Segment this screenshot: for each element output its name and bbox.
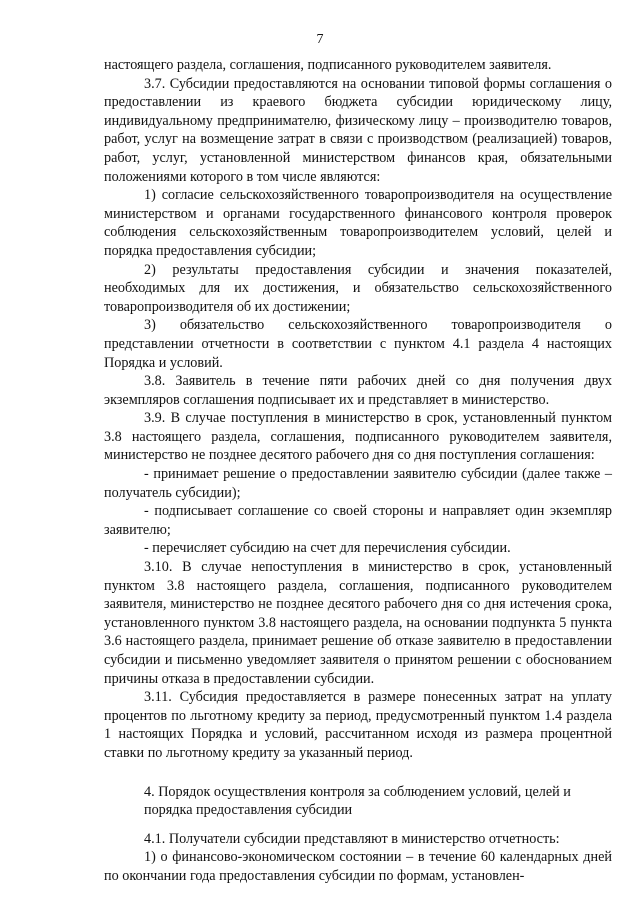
paragraph-continuation: настоящего раздела, соглашения, подписанного руководителем заявителя. xyxy=(104,57,552,73)
paragraph-3-9-item-2: - подписывает соглашение со своей стороны и направляет один экземпляр заявителю; xyxy=(104,503,612,538)
paragraph-3-7: 3.7. Субсидии предоставляются на основании типовой формы соглашения о предоставлении из краевого бюджета субсидии юридическому лицу, индивидуальному предпринимателю, физическому лицу – производителю товаров, работ, услуг на возмещение затрат в связи с производством (реализацией) товаров, работ, услуг, установленной министерством финансов края, обязательными положениями которого в том числе являются: xyxy=(104,75,612,185)
paragraph-3-10: 3.10. В случае непоступления в министерство в срок, установленный пунктом 3.8 настоящего раздела, соглашения, подписанного руководителем заявителя, министерство не позднее десятого рабочего дня со дня истечения срока, установленного пунктом 3.8 настоящего раздела, на основании подпункта 5 пункта 3.6 настоящего раздела, принимает решение об отказе заявителю в предоставлении субсидии и письменно уведомляет заявителя о принятом решении с обоснованием причины отказа в предоставлении субсидии. xyxy=(104,559,612,687)
paragraph-3-9-item-1: - принимает решение о предоставлении заявителю субсидии (далее также – получатель субсидии); xyxy=(104,466,612,501)
paragraph-4-1-item-1: 1) о финансово-экономическом состоянии – в течение 60 календарных дней по окончании года предоставления субсидии по формам, установлен- xyxy=(104,849,612,884)
paragraph-3-7-item-2: 2) результаты предоставления субсидии и значения показателей, необходимых для их достижения, и обязательство сельскохозяйственного товаропроизводителя об их достижении; xyxy=(104,261,612,315)
paragraph-3-7-item-3: 3) обязательство сельскохозяйственного товаропроизводителя о представлении отчетности в соответствии с пунктом 4.1 раздела 4 настоящих Порядка и условий. xyxy=(104,317,612,371)
paragraph-3-11: 3.11. Субсидия предоставляется в размере понесенных затрат на уплату процентов по льготному кредиту за период, предусмотренный пунктом 1.4 раздела 1 настоящих Порядка и условий, рассчитанном исходя из размера процентной ставки по льготному кредиту за указанный период. xyxy=(104,689,612,761)
paragraph-3-7-item-1: 1) согласие сельскохозяйственного товаропроизводителя на осуществление министерством и органами государственного финансового контроля проверок соблюдения сельскохозяйственным товаропроизводителем условий, целей и порядка предоставления субсидии; xyxy=(104,187,612,259)
paragraph-3-9-item-3: - перечисляет субсидию на счет для перечисления субсидии. xyxy=(144,540,511,557)
page-number: 7 xyxy=(316,32,324,47)
paragraph-4-1: 4.1. Получатели субсидии представляют в министерство отчетность: xyxy=(144,830,560,847)
section-4-heading: 4. Порядок осуществления контроля за соблюдением условий, целей и порядка предоставления субсидии xyxy=(144,783,571,819)
paragraph-3-9: 3.9. В случае поступления в министерство в срок, установленный пунктом 3.8 настоящего раздела, соглашения, подписанного руководителем заявителя, министерство не позднее десятого рабочего дня со дня поступления соглашения: xyxy=(104,410,612,464)
paragraph-3-8: 3.8. Заявитель в течение пяти рабочих дней со дня получения двух экземпляров соглашения подписывает их и представляет в министерство. xyxy=(104,373,612,408)
document-body xyxy=(104,56,612,886)
